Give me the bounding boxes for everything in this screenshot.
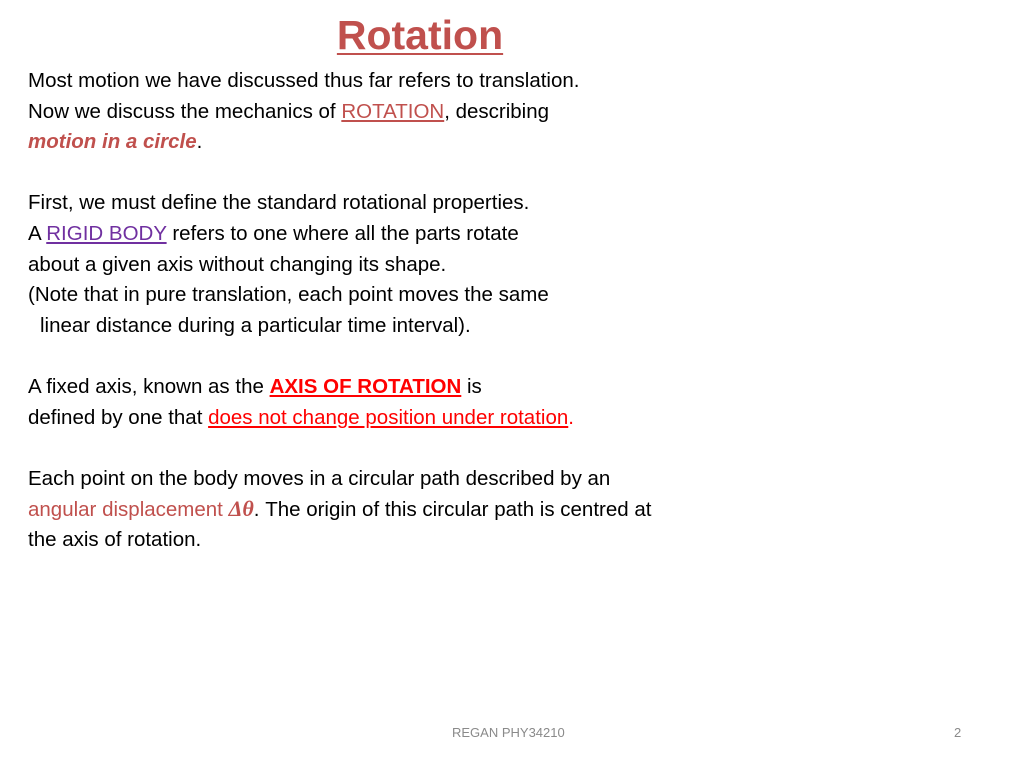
angular-displacement-term: angular displacement [28,498,229,522]
p4-line1: Each point on the body moves in a circular path described by an [28,466,611,490]
p4-line3: the axis of rotation. [28,527,202,551]
p3-line1-c: is [461,374,482,398]
p2-line2-a: A [28,221,47,245]
p1-line2-c: , describing [444,99,550,123]
p2-line3: about a given axis without changing its shape. [28,252,447,276]
p4-line2 [28,494,788,525]
p2-line2-c: refers to one where all the parts rotate [166,221,519,245]
axis-of-rotation-term: AXIS OF ROTATION [269,374,462,398]
p1-line3 [28,127,788,158]
slide-body [28,66,788,556]
no-position-change-term: does not change position under rotation [208,405,569,429]
p2-line5: linear distance during a particular time interval). [40,313,471,337]
p1-line3-b: . [196,130,203,154]
slide-title [0,10,840,60]
motion-in-circle-term: motion in a circle [28,130,197,154]
footer-page-number: 2 [954,725,962,740]
rigid-body-term: RIGID BODY [46,221,167,245]
footer-course: REGAN PHY34210 [452,725,565,740]
p1-line1: Most motion we have discussed thus far refers to translation. [28,69,580,92]
p2-line1: First, we must define the standard rotational properties. [28,191,530,215]
p3-line2-c: . [568,405,574,429]
spacer [28,433,788,464]
p2-line4: (Note that in pure translation, each point moves the same [28,283,549,307]
spacer [28,341,788,372]
delta-theta-symbol: Δθ [228,496,254,522]
p1-line2 [28,97,788,128]
p2-line2 [28,219,788,250]
rotation-term: ROTATION [341,99,445,123]
p3-line1 [28,372,788,403]
spacer [28,158,788,189]
p3-line2 [28,403,788,434]
p3-line2-a: defined by one that [28,405,209,429]
p4-line2-b: . The origin of this circular path is centred at [253,498,652,522]
p1-line2-a: Now we discuss the mechanics of [28,99,342,123]
p3-line1-a: A fixed axis, known as the [28,374,270,398]
slide-title-text: Rotation [336,12,504,58]
